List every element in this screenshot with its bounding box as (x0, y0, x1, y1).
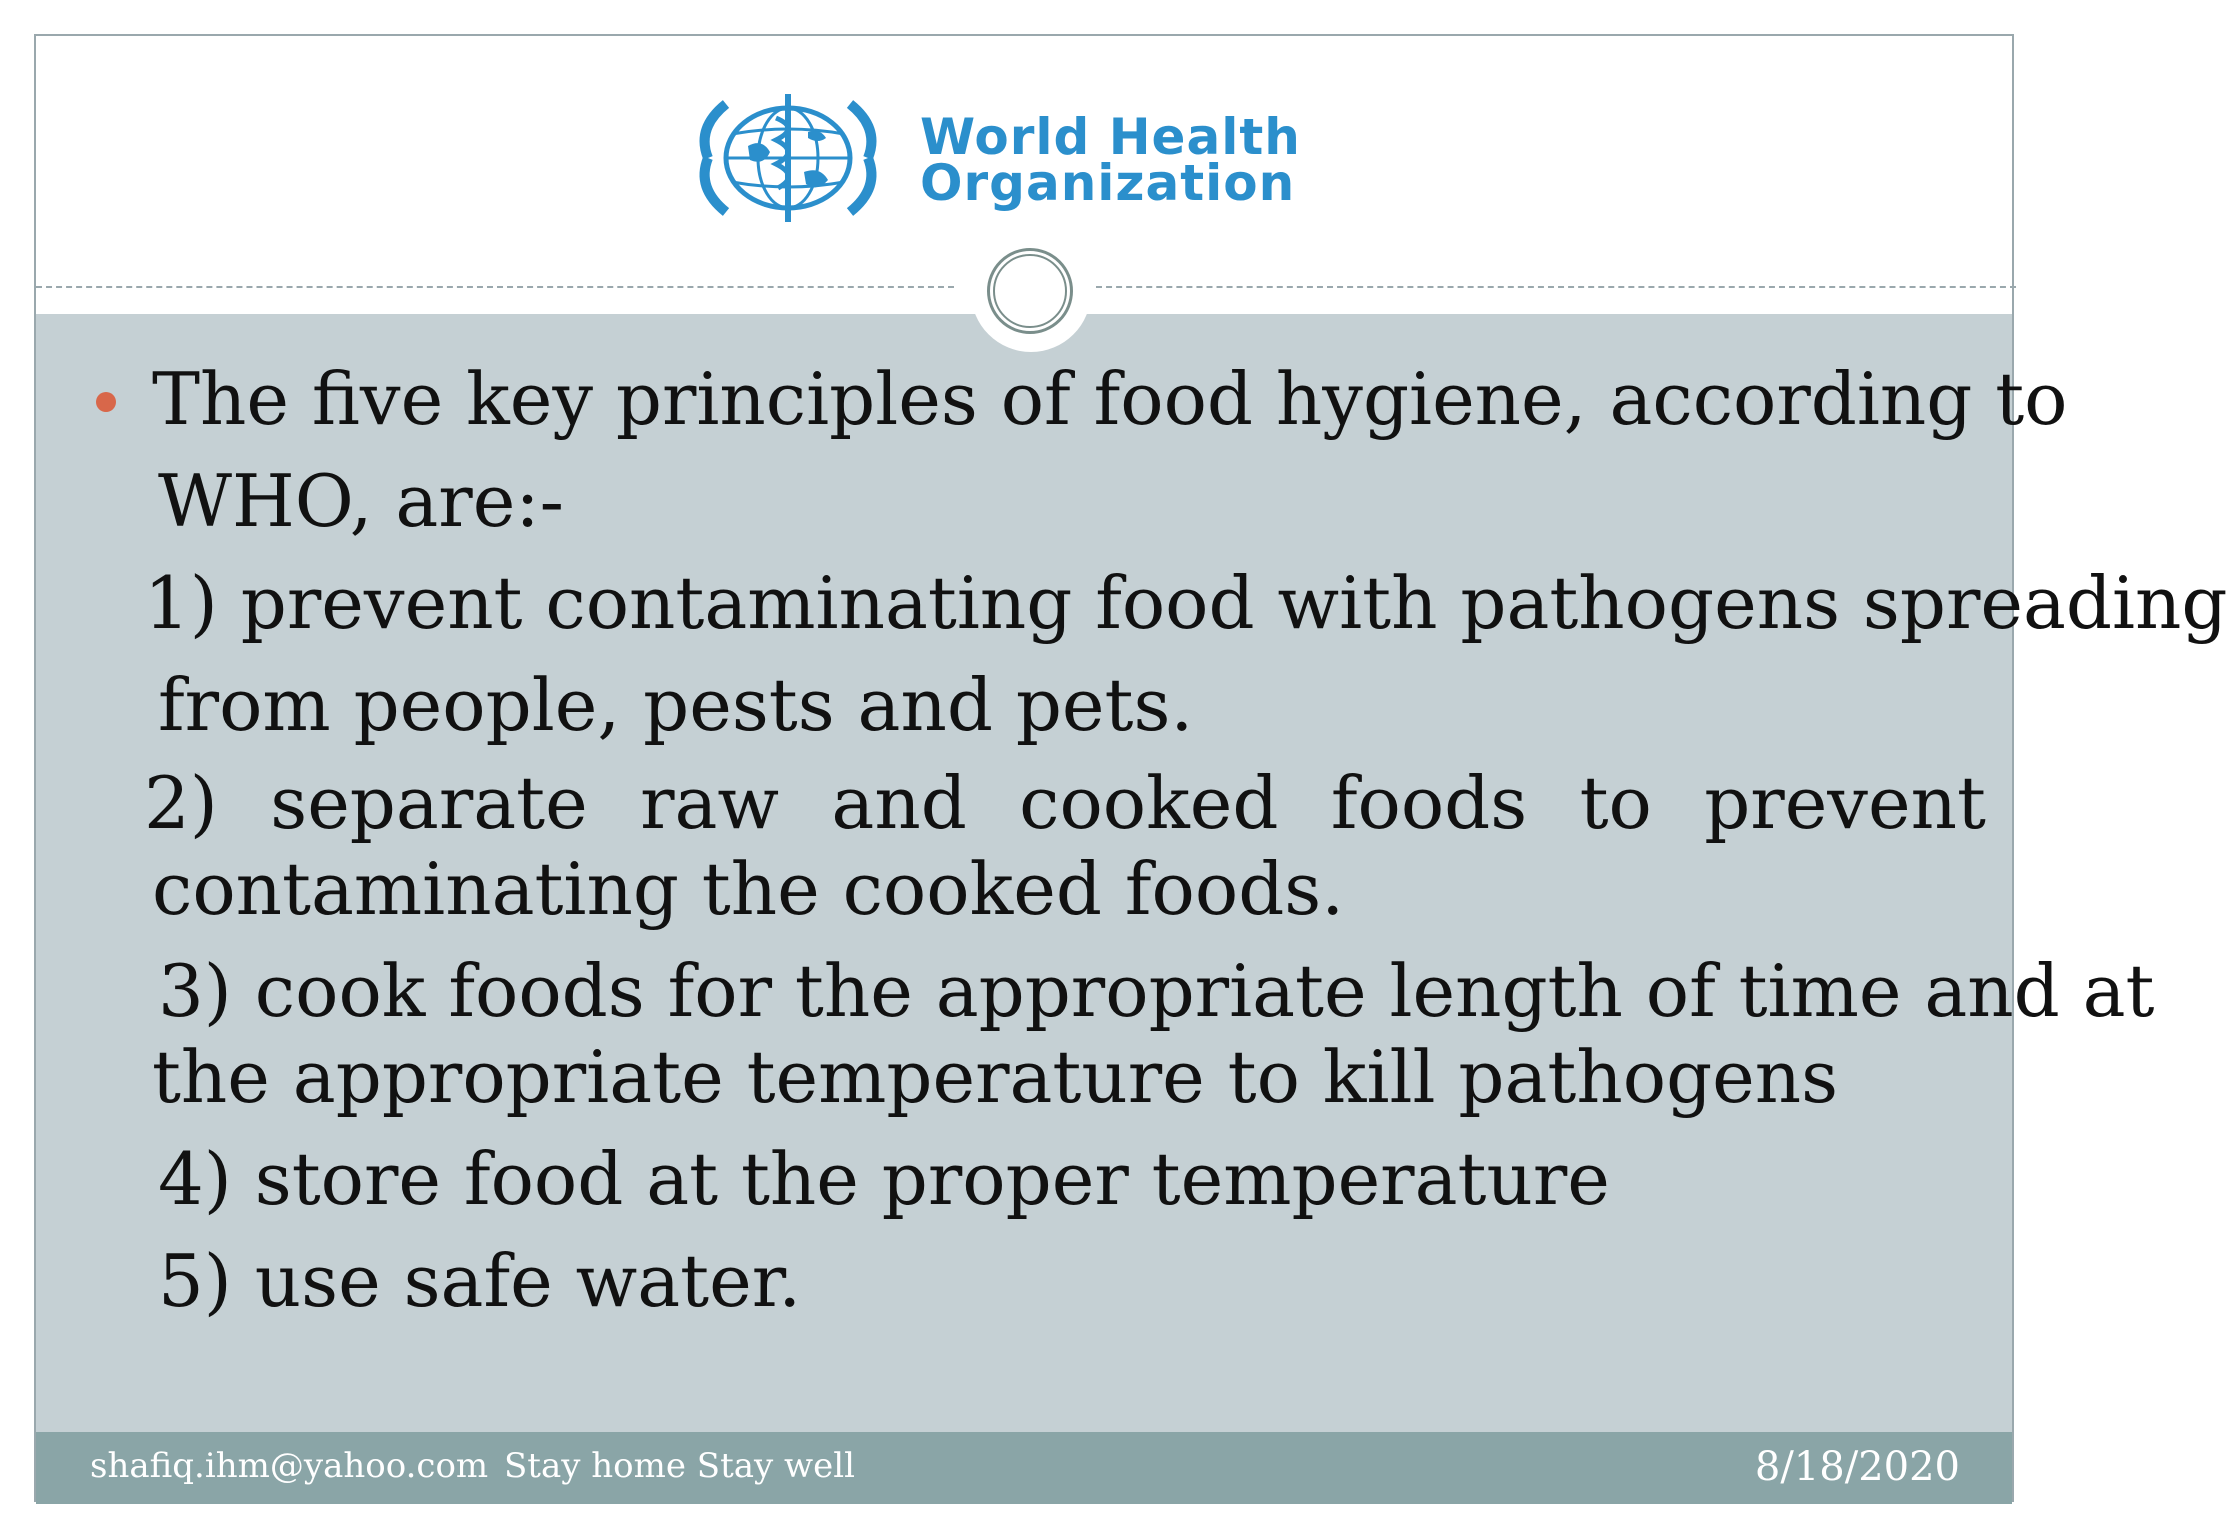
who-logo-line-2: Organization (920, 154, 1296, 212)
footer-email: shafiq.ihm@yahoo.com (90, 1446, 489, 1486)
principle-2-word: 2) (144, 761, 218, 845)
principle-2-word: and (831, 761, 967, 845)
principle-1-line-1: 1) prevent contaminating food with pathogens spreading (144, 561, 2228, 645)
who-logo-text (920, 108, 1301, 212)
bullet-icon (96, 392, 116, 412)
principle-3-line-2: the appropriate temperature to kill pathogens (152, 1035, 1839, 1119)
principle-2-word: prevent (1704, 761, 1986, 845)
ring-inner (993, 254, 1067, 328)
intro-line-1: The five key principles of food hygiene, according to (152, 357, 2068, 441)
principle-2-word: cooked (1019, 761, 1279, 845)
header-divider-left (36, 286, 954, 288)
principle-2-line-2: contaminating the cooked foods. (152, 847, 1345, 931)
slide (34, 34, 2228, 1502)
principle-1-line-2: from people, pests and pets. (158, 663, 1194, 747)
who-logo-line-1: World Health (920, 108, 1301, 166)
principle-2-word: separate (270, 761, 588, 845)
who-logo (668, 68, 1388, 248)
intro-line-2: WHO, are:- (158, 459, 564, 543)
slide-footer (36, 1432, 2012, 1504)
principle-4: 4) store food at the proper temperature (158, 1137, 1610, 1221)
principle-2-line-1 (144, 758, 1986, 848)
principle-3-line-1: 3) cook foods for the appropriate length of time and at (158, 949, 2155, 1033)
principle-5: 5) use safe water. (158, 1239, 802, 1323)
ring-ornament (971, 232, 1091, 352)
principle-2-word: raw (640, 761, 780, 845)
principle-2-word: foods (1330, 761, 1528, 845)
header-divider-right (1096, 286, 2016, 288)
principle-2-word: to (1579, 761, 1652, 845)
footer-tagline: Stay home Stay well (504, 1446, 855, 1486)
who-emblem-icon (668, 88, 908, 228)
footer-date: 8/18/2020 (1754, 1444, 1960, 1490)
